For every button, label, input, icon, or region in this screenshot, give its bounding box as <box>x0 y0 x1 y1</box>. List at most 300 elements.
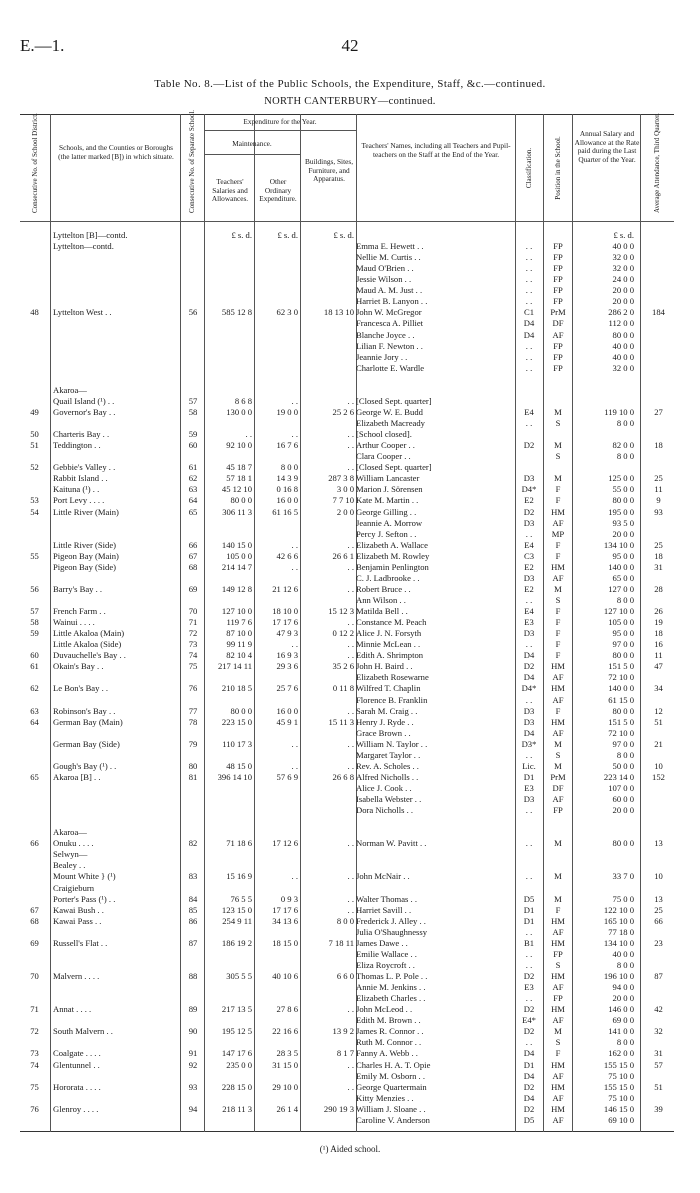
cell-teacher: George Gilling . . <box>356 506 417 517</box>
cell-no: 62 <box>30 683 39 694</box>
cell-sal: 195 12 5 <box>221 1026 252 1037</box>
cell-sal: 228 15 0 <box>221 1081 252 1092</box>
table-row <box>20 672 674 683</box>
cell-att: 152 <box>652 771 665 782</box>
cell-bld: 35 2 6 <box>332 661 354 672</box>
table-row <box>20 960 674 971</box>
cell-ann: 80 0 0 <box>612 838 634 849</box>
cell-att: 31 <box>654 1048 663 1059</box>
table-row <box>20 1071 674 1082</box>
cell-oth: . . <box>291 561 298 572</box>
cell-cls: . . <box>525 948 533 959</box>
cell-ann: 80 0 0 <box>612 650 634 661</box>
cell-ann: 60 0 0 <box>612 794 634 805</box>
cell-bld: 13 9 2 <box>332 1026 354 1037</box>
cell-att: 39 <box>654 1103 663 1114</box>
cell-teacher: Ruth M. Connor . . <box>356 1037 422 1048</box>
cell-ann: 75 0 0 <box>612 893 634 904</box>
cell-pos: FP <box>553 296 563 307</box>
cell-cls: . . <box>525 362 533 373</box>
cell-cls: D2 <box>523 1081 535 1092</box>
cell-cls: Lic. <box>522 760 536 771</box>
cell-att: 28 <box>654 583 663 594</box>
cell-teacher: Francesca A. Pilliet <box>356 318 424 329</box>
cell-pos: AF <box>552 727 564 738</box>
cell-ann: 40 0 0 <box>612 351 634 362</box>
cell-pos: AF <box>552 794 564 805</box>
cell-sno: 58 <box>188 406 198 417</box>
cell-att: 47 <box>654 661 663 672</box>
table-row <box>20 407 674 418</box>
cell-ann: 50 0 0 <box>612 760 634 771</box>
cell-sal: 214 14 7 <box>221 561 252 572</box>
cell-bld: 25 2 6 <box>332 406 354 417</box>
cell-pos: F <box>555 495 561 506</box>
header-rule <box>204 130 356 131</box>
table-row <box>20 562 674 573</box>
cell-sal: 130 0 0 <box>226 406 252 417</box>
cell-att: 10 <box>654 760 663 771</box>
cell-cls: . . <box>525 274 533 285</box>
cell-sno: 67 <box>188 550 198 561</box>
cell-att: 23 <box>654 937 663 948</box>
cell-school: Gebbie's Valley . . <box>53 462 116 473</box>
cell-cls: . . <box>525 241 533 252</box>
cell-att: 10 <box>654 871 663 882</box>
cell-pos: F <box>555 539 561 550</box>
cell-school: German Bay (Main) <box>53 716 123 727</box>
cell-sno: 92 <box>188 1059 198 1070</box>
cell-no: 71 <box>30 1004 39 1015</box>
cell-ann: 155 15 0 <box>603 1081 634 1092</box>
cell-ann: 286 2 0 <box>608 307 634 318</box>
cell-school: Annat . . . . <box>53 1004 92 1015</box>
cell-att: 32 <box>654 1026 663 1037</box>
cell-no: 51 <box>30 440 39 451</box>
cell-cls: D1 <box>523 1059 535 1070</box>
table-row <box>20 849 674 860</box>
cell-ann: 32 0 0 <box>612 263 634 274</box>
cell-school: South Malvern . . <box>53 1026 113 1037</box>
cell-pos: M <box>554 893 562 904</box>
cell-oth: 16 0 0 <box>276 705 298 716</box>
table-row <box>20 285 674 296</box>
cell-sal: 82 10 4 <box>226 650 252 661</box>
cell-cls: . . <box>525 263 533 274</box>
table-title: Table No. 8.—List of the Public Schools, the Expenditure, Staff, &c.—continued. <box>154 78 546 90</box>
cell-teacher: Dora Nicholls . . <box>356 805 414 816</box>
cell-cls: D2 <box>523 440 535 451</box>
cell-teacher: John W. McGregor <box>356 307 422 318</box>
cell-att: 11 <box>654 484 663 495</box>
cell-ann: 80 0 0 <box>612 329 634 340</box>
cell-ann: 32 0 0 <box>612 362 634 373</box>
cell-no: 65 <box>30 771 39 782</box>
cell-cls: D2 <box>523 1026 535 1037</box>
cell-school: Malvern . . . . <box>53 971 100 982</box>
cell-school: Russell's Flat . . <box>53 937 108 948</box>
header-annual: Annual Salary and Allowance at the Rate paid during the Last Quarter of the Year. <box>574 129 640 164</box>
cell-sno: 91 <box>188 1048 198 1059</box>
table-row <box>20 495 674 506</box>
cell-att: 27 <box>654 406 663 417</box>
cell-sno: 81 <box>188 771 198 782</box>
cell-sal: £ s. d. <box>231 230 252 240</box>
table-row <box>20 650 674 661</box>
cell-cls: D4 <box>523 650 535 661</box>
cell-pos: HM <box>551 1081 565 1092</box>
cell-bld: 0 12 2 <box>332 628 354 639</box>
cell-pos: HM <box>551 661 565 672</box>
cell-school: Gough's Bay (¹) . . <box>53 760 117 771</box>
cell-ann: 122 10 0 <box>603 904 634 915</box>
cell-oth: 40 10 6 <box>272 971 298 982</box>
cell-att: 25 <box>654 539 663 550</box>
header-schools: Schools, and the Counties or Boroughs (the latter marked [B]) in which situate. <box>58 143 174 161</box>
cell-sal: 15 16 9 <box>226 871 252 882</box>
cell-teacher: George W. E. Budd <box>356 406 423 417</box>
cell-teacher: Charlotte E. Wardle <box>356 362 425 373</box>
cell-sal: 45 18 7 <box>226 462 252 473</box>
table-row <box>20 429 674 440</box>
cell-sal: 305 5 5 <box>226 971 252 982</box>
cell-bld: . . <box>347 1081 354 1092</box>
cell-teacher: Isabella Webster . . <box>356 794 422 805</box>
page-number: 42 <box>341 36 359 55</box>
table-row <box>20 451 674 462</box>
cell-pos: F <box>555 705 561 716</box>
cell-ann: 69 0 0 <box>612 1015 634 1026</box>
cell-sno: 56 <box>188 307 198 318</box>
cell-bld: . . <box>347 462 354 473</box>
cell-pos: F <box>555 550 561 561</box>
cell-ann: 77 18 0 <box>608 926 634 937</box>
cell-pos: FP <box>553 805 563 816</box>
cell-pos: F <box>555 650 561 661</box>
cell-pos: M <box>554 473 562 484</box>
cell-sno: 83 <box>188 871 198 882</box>
cell-oth: 21 12 6 <box>272 583 298 594</box>
cell-teacher: Henry J. Ryde . . <box>356 716 414 727</box>
cell-sno: 64 <box>188 495 198 506</box>
cell-bld: 6 6 0 <box>336 971 354 982</box>
cell-cls: D1 <box>523 915 535 926</box>
cell-pos: M <box>554 760 562 771</box>
cell-teacher: Matilda Bell . . <box>356 606 408 617</box>
cell-teacher: Eliza Roycroft . . <box>356 959 415 970</box>
cell-ann: 69 10 0 <box>608 1114 634 1125</box>
cell-sno: 59 <box>188 429 198 440</box>
cell-pos: AF <box>552 517 564 528</box>
table-row <box>20 628 674 639</box>
cell-cls: D3 <box>523 517 535 528</box>
cell-sal: 57 18 1 <box>226 473 252 484</box>
cell-school: Pigeon Bay (Main) <box>53 550 119 561</box>
cell-pos: FP <box>553 948 563 959</box>
cell-pos: AF <box>552 672 564 683</box>
cell-teacher: Clara Cooper . . <box>356 451 411 462</box>
cell-pos: FP <box>553 340 563 351</box>
cell-ann: 127 10 0 <box>603 606 634 617</box>
cell-oth: 27 8 6 <box>276 1004 298 1015</box>
cell-cls: D5 <box>523 893 535 904</box>
cell-pos: S <box>555 594 561 605</box>
table-row <box>20 418 674 429</box>
cell-cls: . . <box>525 296 533 307</box>
cell-teacher: Kitty Menzies . . <box>356 1092 414 1103</box>
cell-ann: 196 10 0 <box>603 971 634 982</box>
cell-school: Wainui . . . . <box>53 617 95 628</box>
cell-cls: . . <box>525 639 533 650</box>
cell-school: Rabbit Island . . <box>53 473 108 484</box>
table-row <box>20 838 674 849</box>
cell-cls: B1 <box>523 937 535 948</box>
cell-oth: 62 3 0 <box>276 307 298 318</box>
table-row <box>20 905 674 916</box>
cell-pos: HM <box>551 506 565 517</box>
cell-cls: . . <box>525 340 533 351</box>
cell-sno: 75 <box>188 661 198 672</box>
cell-bld: 18 13 10 <box>323 307 354 318</box>
table-row <box>20 363 674 374</box>
cell-pos: M <box>554 440 562 451</box>
cell-school: Hororata . . . . <box>53 1081 101 1092</box>
cell-att: 26 <box>654 606 663 617</box>
cell-school: Little Akaloa (Side) <box>53 639 122 650</box>
table-row <box>20 529 674 540</box>
cell-school: Selwyn— <box>53 849 88 860</box>
cell-oth: 17 17 6 <box>272 904 298 915</box>
cell-pos: M <box>554 871 562 882</box>
cell-ann: 8 0 0 <box>616 418 634 429</box>
cell-teacher: Arthur Cooper . . <box>356 440 415 451</box>
cell-no: 54 <box>30 506 39 517</box>
cell-sal: 99 11 9 <box>226 639 252 650</box>
cell-oth: 16 7 6 <box>276 440 298 451</box>
cell-teacher: Walter Thomas . . <box>356 893 417 904</box>
cell-oth: 17 17 6 <box>272 617 298 628</box>
cell-pos: FP <box>553 252 563 263</box>
cell-oth: . . <box>291 871 298 882</box>
table-row <box>20 1048 674 1059</box>
header-attendance: Average Attendance, Third Quarter. <box>653 113 661 213</box>
cell-school: Akaroa— <box>53 827 87 838</box>
cell-att: 31 <box>654 561 663 572</box>
cell-cls: D2 <box>523 661 535 672</box>
cell-bld: 8 1 7 <box>336 1048 354 1059</box>
cell-ann: 140 0 0 <box>608 561 634 572</box>
cell-att: 25 <box>654 904 663 915</box>
cell-teacher: C. J. Ladbrooke . . <box>356 572 420 583</box>
cell-oth: . . <box>291 738 298 749</box>
cell-ann: 162 0 0 <box>608 1048 634 1059</box>
table-row <box>20 352 674 363</box>
cell-cls: . . <box>525 993 533 1004</box>
cell-ann: 80 0 0 <box>612 495 634 506</box>
table-row <box>20 374 674 385</box>
cell-cls: . . <box>525 694 533 705</box>
cell-pos: F <box>555 617 561 628</box>
district-title: NORTH CANTERBURY—continued. <box>264 96 436 107</box>
cell-no: 76 <box>30 1103 39 1114</box>
cell-sal: 45 12 10 <box>221 484 252 495</box>
cell-teacher: Elizabeth Charles . . <box>356 993 426 1004</box>
cell-teacher: Caroline V. Anderson <box>356 1114 430 1125</box>
schools-table <box>20 109 674 1134</box>
cell-no: 69 <box>30 937 39 948</box>
cell-bld: 0 11 8 <box>332 683 354 694</box>
cell-bld: . . <box>347 650 354 661</box>
cell-bld: 7 7 10 <box>332 495 354 506</box>
cell-teacher: Florence B. Franklin <box>356 694 428 705</box>
cell-ann: 8 0 0 <box>616 749 634 760</box>
cell-sal: 76 5 5 <box>230 893 252 904</box>
cell-school: Kawai Pass . . <box>53 915 102 926</box>
cell-ann: 80 0 0 <box>612 705 634 716</box>
header-other: Other Ordinary Expenditure. <box>259 177 297 203</box>
cell-sno: 85 <box>188 904 198 915</box>
cell-teacher: Norman W. Pavitt . . <box>356 838 427 849</box>
cell-no: 73 <box>30 1048 39 1059</box>
header-position: Position in the School. <box>554 136 562 200</box>
cell-sno: 68 <box>188 561 198 572</box>
table-row <box>20 794 674 805</box>
cell-ann: 72 10 0 <box>608 672 634 683</box>
cell-ann: 72 10 0 <box>608 727 634 738</box>
header-sep-no: Consecutive No. of Separate School. <box>188 109 196 213</box>
cell-no: 55 <box>30 550 39 561</box>
cell-cls: E2 <box>524 495 534 506</box>
cell-ann: 105 0 0 <box>608 617 634 628</box>
cell-sno: 60 <box>188 440 198 451</box>
cell-cls: D4* <box>521 683 537 694</box>
cell-sal: 110 17 3 <box>222 738 252 749</box>
cell-oth: 18 15 0 <box>272 937 298 948</box>
table-row <box>20 1104 674 1115</box>
cell-ann: 40 0 0 <box>612 241 634 252</box>
cell-pos: HM <box>551 971 565 982</box>
cell-sal: 217 14 11 <box>217 661 252 672</box>
cell-oth: . . <box>291 395 298 406</box>
cell-oth: 22 16 6 <box>272 1026 298 1037</box>
cell-bld: 290 19 3 <box>323 1103 354 1114</box>
cell-cls: E4 <box>524 539 534 550</box>
cell-ann: 20 0 0 <box>612 993 634 1004</box>
cell-bld: . . <box>347 838 354 849</box>
cell-att: 21 <box>654 738 663 749</box>
cell-teacher: [Closed Sept. quarter] <box>356 462 432 473</box>
cell-teacher: Elizabeth Rosewarne <box>356 672 429 683</box>
cell-att: 87 <box>654 971 663 982</box>
cell-oth: 8 0 0 <box>280 462 298 473</box>
table-row <box>20 440 674 451</box>
cell-no: 50 <box>30 429 39 440</box>
cell-ann: 195 0 0 <box>608 506 634 517</box>
cell-ann: 8 0 0 <box>616 959 634 970</box>
cell-ann: 134 10 0 <box>603 539 634 550</box>
table-row <box>20 573 674 584</box>
cell-sal: 223 15 0 <box>221 716 252 727</box>
cell-sal: 585 12 8 <box>221 307 252 318</box>
cell-teacher: John H. Baird . . <box>356 661 413 672</box>
cell-oth: . . <box>291 639 298 650</box>
cell-sno: 78 <box>188 716 198 727</box>
cell-school: Lyttelton—contd. <box>53 241 114 252</box>
cell-ann: 165 10 0 <box>603 915 634 926</box>
cell-teacher: [Closed Sept. quarter] <box>356 395 432 406</box>
cell-no: 72 <box>30 1026 39 1037</box>
cell-oth: . . <box>291 429 298 440</box>
table-row <box>20 816 674 827</box>
footnote: (¹) Aided school. <box>319 1144 381 1154</box>
cell-ann: 20 0 0 <box>612 285 634 296</box>
cell-pos: FP <box>553 263 563 274</box>
cell-school: Lyttelton [B]—contd. <box>53 230 128 240</box>
cell-ann: 40 0 0 <box>612 340 634 351</box>
cell-school: Kaituna (¹) . . <box>53 484 100 495</box>
cell-pos: AF <box>552 572 564 583</box>
table-row <box>20 695 674 706</box>
table-row <box>20 1060 674 1071</box>
cell-pos: HM <box>551 915 565 926</box>
cell-bld: . . <box>347 904 354 915</box>
table-row <box>20 739 674 750</box>
cell-school: Little Akaloa (Main) <box>53 628 125 639</box>
cell-cls: D1 <box>523 904 535 915</box>
cell-pos: AF <box>552 1114 564 1125</box>
cell-teacher: Rev. A. Scholes . . <box>356 760 419 771</box>
cell-oth: 0 16 8 <box>276 484 298 495</box>
cell-teacher: Annie M. Jenkins . . <box>356 982 426 993</box>
cell-ann: 55 0 0 <box>612 484 634 495</box>
cell-att: 11 <box>654 650 663 661</box>
cell-teacher: Percy J. Sefton . . <box>356 528 417 539</box>
cell-bld: 2 0 0 <box>336 506 354 517</box>
cell-pos: S <box>555 1037 561 1048</box>
cell-teacher: John McLeod . . <box>356 1004 413 1015</box>
cell-ann: 94 0 0 <box>612 982 634 993</box>
cell-oth: 18 10 0 <box>272 606 298 617</box>
cell-sno: 70 <box>188 606 198 617</box>
cell-cls: E3 <box>524 982 534 993</box>
cell-cls: E3 <box>524 617 534 628</box>
header-classification: Classification. <box>525 147 533 189</box>
cell-ann: 20 0 0 <box>612 528 634 539</box>
cell-bld: 15 11 3 <box>328 716 354 727</box>
cell-bld: 15 12 3 <box>328 606 354 617</box>
cell-cls: . . <box>525 1037 533 1048</box>
cell-oth: 47 9 3 <box>276 628 298 639</box>
cell-no: 67 <box>30 904 39 915</box>
cell-teacher: Benjamin Penlington <box>356 561 429 572</box>
header-rule <box>204 154 300 155</box>
cell-cls: D4 <box>523 329 535 340</box>
header-rule <box>20 221 674 222</box>
table-row <box>20 473 674 484</box>
cell-teacher: James Dawe . . <box>356 937 408 948</box>
cell-sal: 127 10 0 <box>221 606 252 617</box>
cell-school: Pigeon Bay (Side) <box>53 561 117 572</box>
cell-teacher: Robert Bruce . . <box>356 583 411 594</box>
cell-sno: 57 <box>188 395 198 406</box>
cell-school: Mount White } (¹) <box>53 871 116 882</box>
cell-ann: 33 7 0 <box>612 871 634 882</box>
cell-school: Craigieburn <box>53 882 95 893</box>
table-row <box>20 385 674 396</box>
cell-sal: 140 15 0 <box>221 539 252 550</box>
header-teachers: Teachers' Names, including all Teachers and Pupil-teachers on the Staff at the End of the Year. <box>361 141 511 159</box>
cell-bld: . . <box>347 893 354 904</box>
